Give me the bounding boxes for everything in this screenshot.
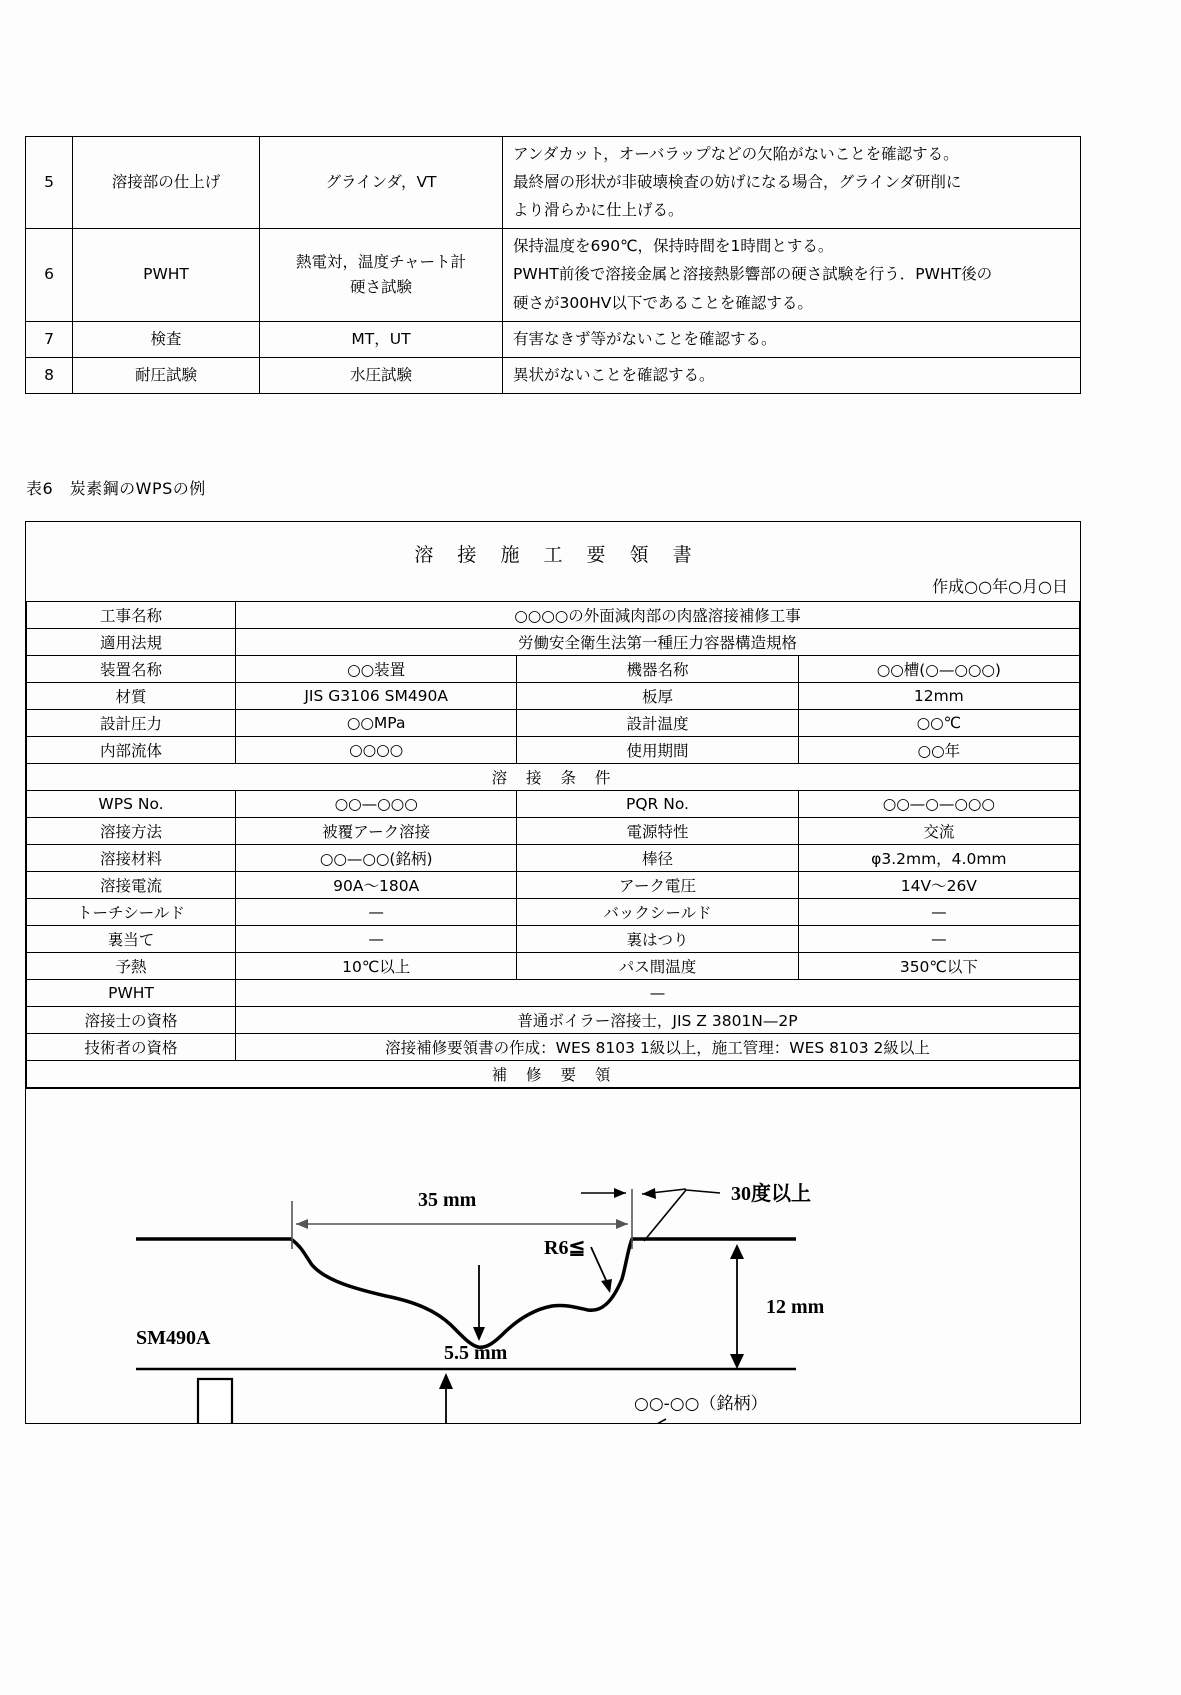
row-label: 内部流体 — [27, 737, 236, 764]
table-row — [27, 980, 1080, 1007]
step-description — [503, 229, 1081, 321]
desc-line: 最終層の形状が非破壊検査の妨げになる場合，グラインダ研削に — [513, 173, 962, 192]
row-value: ○○○○ — [236, 737, 517, 764]
row-value-2: 交流 — [798, 818, 1079, 845]
step-number: 7 — [26, 321, 73, 357]
label-radius: R6≦ — [544, 1237, 586, 1259]
wps-header — [26, 522, 1080, 601]
row-value: — — [236, 926, 517, 953]
angle-arrow-head-right-icon — [642, 1188, 656, 1199]
method-line: 熱電対，温度チャート計 — [295, 252, 467, 271]
row-value-2: ○○年 — [798, 737, 1079, 764]
angle-leader-down — [644, 1190, 686, 1241]
row-label: 溶接電流 — [27, 872, 236, 899]
row-value: 10℃以上 — [236, 953, 517, 980]
angle-arrow-head-left-icon — [614, 1188, 626, 1198]
row-label: 溶接士の資格 — [27, 1007, 236, 1034]
r6-arrow-head-icon — [601, 1279, 612, 1293]
label-thickness: 12 mm — [766, 1296, 825, 1318]
row-label: 材質 — [27, 683, 236, 710]
row-value: JIS G3106 SM490A — [236, 683, 517, 710]
row-value: ○○装置 — [236, 656, 517, 683]
row-label-2: パス間温度 — [517, 953, 798, 980]
row-label-2: アーク電圧 — [517, 872, 798, 899]
table-row — [27, 1061, 1080, 1088]
row-value: ○○—○○○ — [236, 791, 517, 818]
desc-line: 異状がないことを確認する。 — [513, 365, 715, 384]
row-value: 90A〜180A — [236, 872, 517, 899]
label-filler: ○○-○○（銘柄） — [634, 1394, 768, 1414]
row-value: 被覆アーク溶接 — [236, 818, 517, 845]
label-35mm: 35 mm — [418, 1189, 477, 1211]
row-label-2: 板厚 — [517, 683, 798, 710]
step-item: PWHT — [73, 229, 260, 321]
procedure-steps-table — [25, 136, 1081, 394]
step-method: グラインダ，VT — [260, 137, 503, 229]
row-label-2: 使用期間 — [517, 737, 798, 764]
desc-line: 保持温度を690℃，保持時間を1時間とする。 — [513, 237, 834, 256]
row-label: 設計圧力 — [27, 710, 236, 737]
table-row — [27, 845, 1080, 872]
section-header-repair: 補 修 要 領 — [27, 1061, 1080, 1088]
row-label: 溶接方法 — [27, 818, 236, 845]
row-value-2: — — [798, 899, 1079, 926]
row-value-2: φ3.2mm，4.0mm — [798, 845, 1079, 872]
row-value: ○○○○の外面減肉部の肉盛溶接補修工事 — [236, 602, 1080, 629]
table-row — [27, 791, 1080, 818]
step-item: 耐圧試験 — [73, 357, 260, 393]
table-row — [27, 926, 1080, 953]
table-row — [27, 710, 1080, 737]
row-value: 普通ボイラー溶接士，JIS Z 3801N—2P — [236, 1007, 1080, 1034]
table-row — [26, 357, 1081, 393]
wps-form — [25, 521, 1081, 1424]
row-value: ○○—○○(銘柄) — [236, 845, 517, 872]
desc-line: 有害なきず等がないことを確認する。 — [513, 329, 777, 348]
row-label-2: バックシールド — [517, 899, 798, 926]
row-label-2: 機器名称 — [517, 656, 798, 683]
row-label: PWHT — [27, 980, 236, 1007]
row-value-2: ○○—○—○○○ — [798, 791, 1079, 818]
desc-line: より滑らかに仕上げる。 — [513, 201, 684, 220]
dim-arrow-left-icon — [296, 1219, 308, 1229]
row-value-2: 350℃以下 — [798, 953, 1079, 980]
table-caption: 表6 炭素鋼のWPSの例 — [26, 479, 206, 498]
step-number: 8 — [26, 357, 73, 393]
step-description — [503, 137, 1081, 229]
table-row — [27, 629, 1080, 656]
row-label-2: PQR No. — [517, 791, 798, 818]
step-description — [503, 357, 1081, 393]
step-item: 溶接部の仕上げ — [73, 137, 260, 229]
row-label: トーチシールド — [27, 899, 236, 926]
step-description — [503, 321, 1081, 357]
wps-title: 溶 接 施 工 要 領 書 — [414, 544, 701, 566]
transition-arrow-head-icon — [439, 1373, 453, 1389]
table-row — [27, 656, 1080, 683]
row-value: 溶接補修要領書の作成：WES 8103 1級以上，施工管理：WES 8103 2級以上 — [236, 1034, 1080, 1061]
table-row — [27, 1034, 1080, 1061]
table-row — [26, 321, 1081, 357]
thickness-arrow-head-down-icon — [730, 1354, 744, 1369]
row-value: — — [236, 980, 1080, 1007]
thickness-arrow-head-up-icon — [730, 1244, 744, 1259]
step-method: MT，UT — [260, 321, 503, 357]
repair-diagram — [26, 1088, 1080, 1423]
wps-date: 作成○○年○月○日 — [932, 577, 1068, 596]
row-label-2: 設計温度 — [517, 710, 798, 737]
row-label: 装置名称 — [27, 656, 236, 683]
row-value: 労働安全衛生法第一種圧力容器構造規格 — [236, 629, 1080, 656]
label-angle: 30度以上 — [731, 1183, 811, 1205]
wps-table — [26, 601, 1080, 1088]
step-method: 水圧試験 — [260, 357, 503, 393]
row-value: ○○MPa — [236, 710, 517, 737]
step-number: 5 — [26, 137, 73, 229]
step-number: 6 — [26, 229, 73, 321]
row-value-2: — — [798, 926, 1079, 953]
row-label: 裏当て — [27, 926, 236, 953]
step-item: 検査 — [73, 321, 260, 357]
table-row — [27, 737, 1080, 764]
table-row — [26, 137, 1081, 229]
row-value-2: ○○℃ — [798, 710, 1079, 737]
table-row — [27, 899, 1080, 926]
row-value-2: 12mm — [798, 683, 1079, 710]
label-depth: 5.5 mm — [444, 1342, 508, 1364]
table-row — [27, 953, 1080, 980]
table-row — [27, 602, 1080, 629]
method-line: 硬さ試験 — [349, 277, 412, 296]
table-row — [27, 872, 1080, 899]
table-row — [27, 764, 1080, 791]
row-value-2: 14V〜26V — [798, 872, 1079, 899]
row-value-2: ○○槽(○—○○○) — [798, 656, 1079, 683]
row-label: WPS No. — [27, 791, 236, 818]
row-value: — — [236, 899, 517, 926]
step-method — [260, 229, 503, 321]
dim-arrow-right-icon — [616, 1219, 628, 1229]
desc-line: 硬さが300HV以下であることを確認する。 — [513, 293, 813, 312]
row-label: 適用法規 — [27, 629, 236, 656]
process-flow-down-arrow-icon — [185, 1379, 245, 1423]
angle-leader-top — [686, 1190, 720, 1193]
row-label: 溶接材料 — [27, 845, 236, 872]
desc-line: PWHT前後で溶接金属と溶接熱影響部の硬さ試験を行う．PWHT後の — [513, 265, 993, 284]
row-label-2: 裏はつり — [517, 926, 798, 953]
desc-line: アンダカット，オーバラップなどの欠陥がないことを確認する。 — [513, 145, 959, 163]
table-row — [26, 229, 1081, 321]
section-header-welding: 溶 接 条 件 — [27, 764, 1080, 791]
table-row — [27, 683, 1080, 710]
table-row — [27, 1007, 1080, 1034]
depth-arrow-head-icon — [473, 1327, 485, 1341]
row-label-2: 電源特性 — [517, 818, 798, 845]
row-label: 技術者の資格 — [27, 1034, 236, 1061]
label-material: SM490A — [136, 1327, 211, 1349]
row-label: 予熱 — [27, 953, 236, 980]
filler-note-leader — [612, 1419, 666, 1423]
table-row — [27, 818, 1080, 845]
row-label: 工事名称 — [27, 602, 236, 629]
row-label-2: 棒径 — [517, 845, 798, 872]
